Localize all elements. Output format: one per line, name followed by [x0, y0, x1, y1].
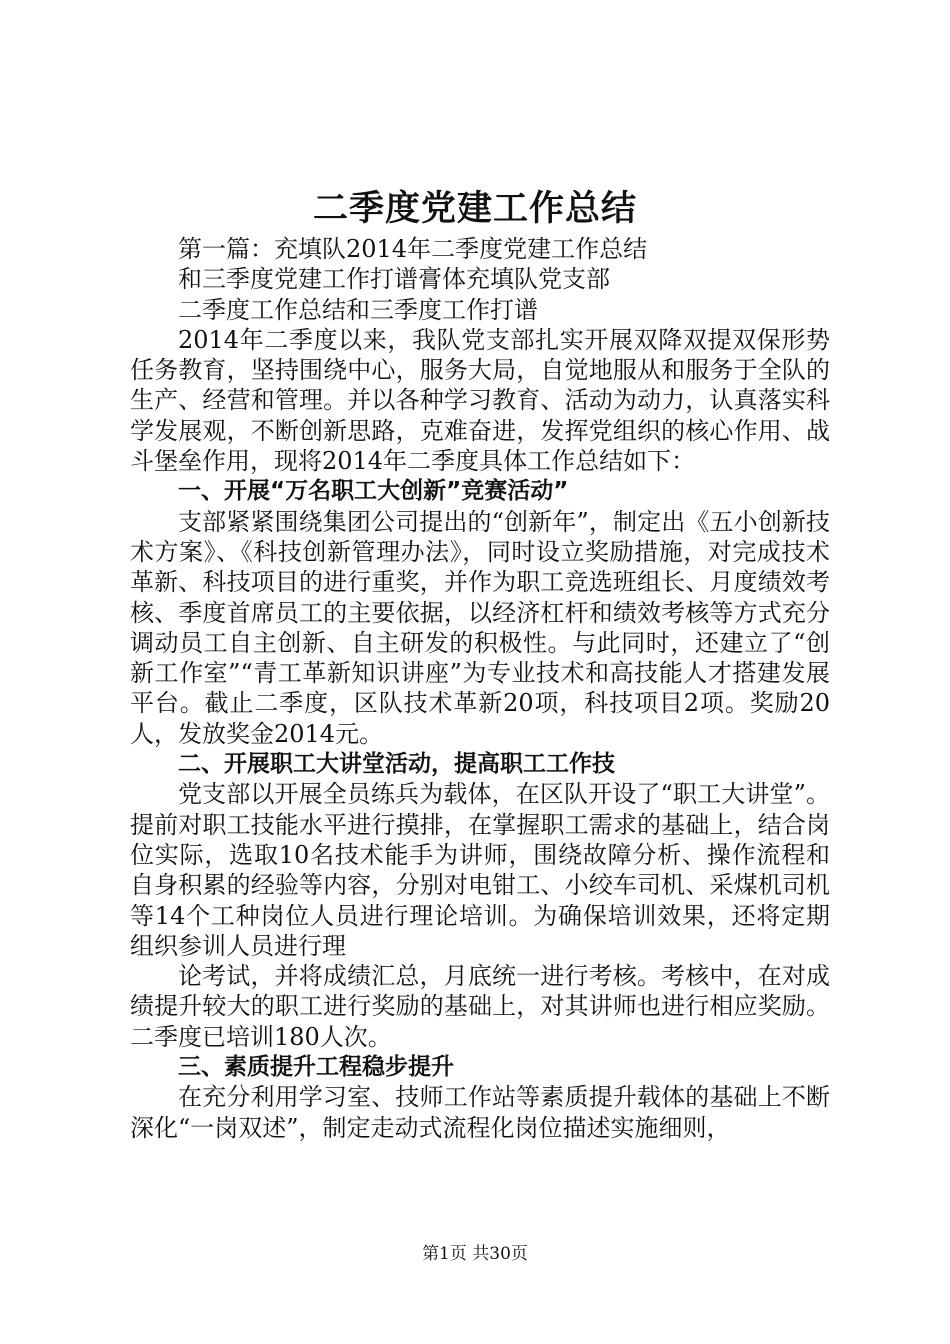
- section-2-paragraph-2: 论考试，并将成绩汇总，月底统一进行考核。考核中，在对成绩提升较大的职工进行奖励的基础上，对其讲师也进行相应奖励。二季度已培训180人次。: [130, 962, 830, 1051]
- intro-line-3: 二季度工作总结和三季度工作打谱: [178, 295, 538, 324]
- section-1-heading: 一、开展“万名职工大创新”竞赛活动”: [178, 478, 569, 505]
- document-title: 二季度党建工作总结: [312, 189, 637, 229]
- intro-paragraph: 2014年二季度以来，我队党支部扎实开展双降双提双保形势任务教育，坚持围绕中心，服务大局，自觉地服从和服务于全队的生产、经营和管理。并以各种学习教育、活动为动力，认真落实科学发展观，不断创新思路，克难奋进，发挥党组织的核心作用、战斗堡垒作用，现将2014年二季度具体工作总结如下：: [130, 325, 830, 476]
- page-number-footer: 第1页 共30页: [422, 1244, 528, 1264]
- intro-line-1: 第一篇：充填队2014年二季度党建工作总结: [178, 235, 648, 263]
- section-3-heading: 三、素质提升工程稳步提升: [178, 1054, 454, 1081]
- document-body: [130, 234, 830, 1143]
- section-2-heading: 二、开展职工大讲堂活动，提高职工工作技: [178, 751, 615, 778]
- intro-line-2: 和三季度党建工作打谱膏体充填队党支部: [178, 265, 610, 294]
- section-3-paragraph: 在充分利用学习室、技师工作站等素质提升载体的基础上不断深化“一岗双述”，制定走动式流程化岗位描述实施细则，: [130, 1083, 830, 1142]
- section-2-paragraph-1: 党支部以开展全员练兵为载体，在区队开设了“职工大讲堂”。提前对职工技能水平进行摸排，在掌握职工需求的基础上，结合岗位实际，选取10名技术能手为讲师，围绕故障分析、操作流程和自身积累的经验等内容，分别对电钳工、小绞车司机、采煤机司机等14个工种岗位人员进行理论培训。为确保培训效果，还将定期组织参训人员进行理: [130, 780, 830, 960]
- section-1-paragraph: 支部紧紧围绕集团公司提出的“创新年”，制定出《五小创新技术方案》、《科技创新管理办法》，同时设立奖励措施，对完成技术革新、科技项目的进行重奖，并作为职工竞选班组长、月度绩效考核、季度首席员工的主要依据，以经济杠杆和绩效考核等方式充分调动员工自主创新、自主研发的积极性。与此同时，还建立了“创新工作室”“青工革新知识讲座”为专业技术和高技能人才搭建发展平台。截止二季度，区队技术革新20项，科技项目2项。奖励20人，发放奖金2014元。: [130, 507, 830, 748]
